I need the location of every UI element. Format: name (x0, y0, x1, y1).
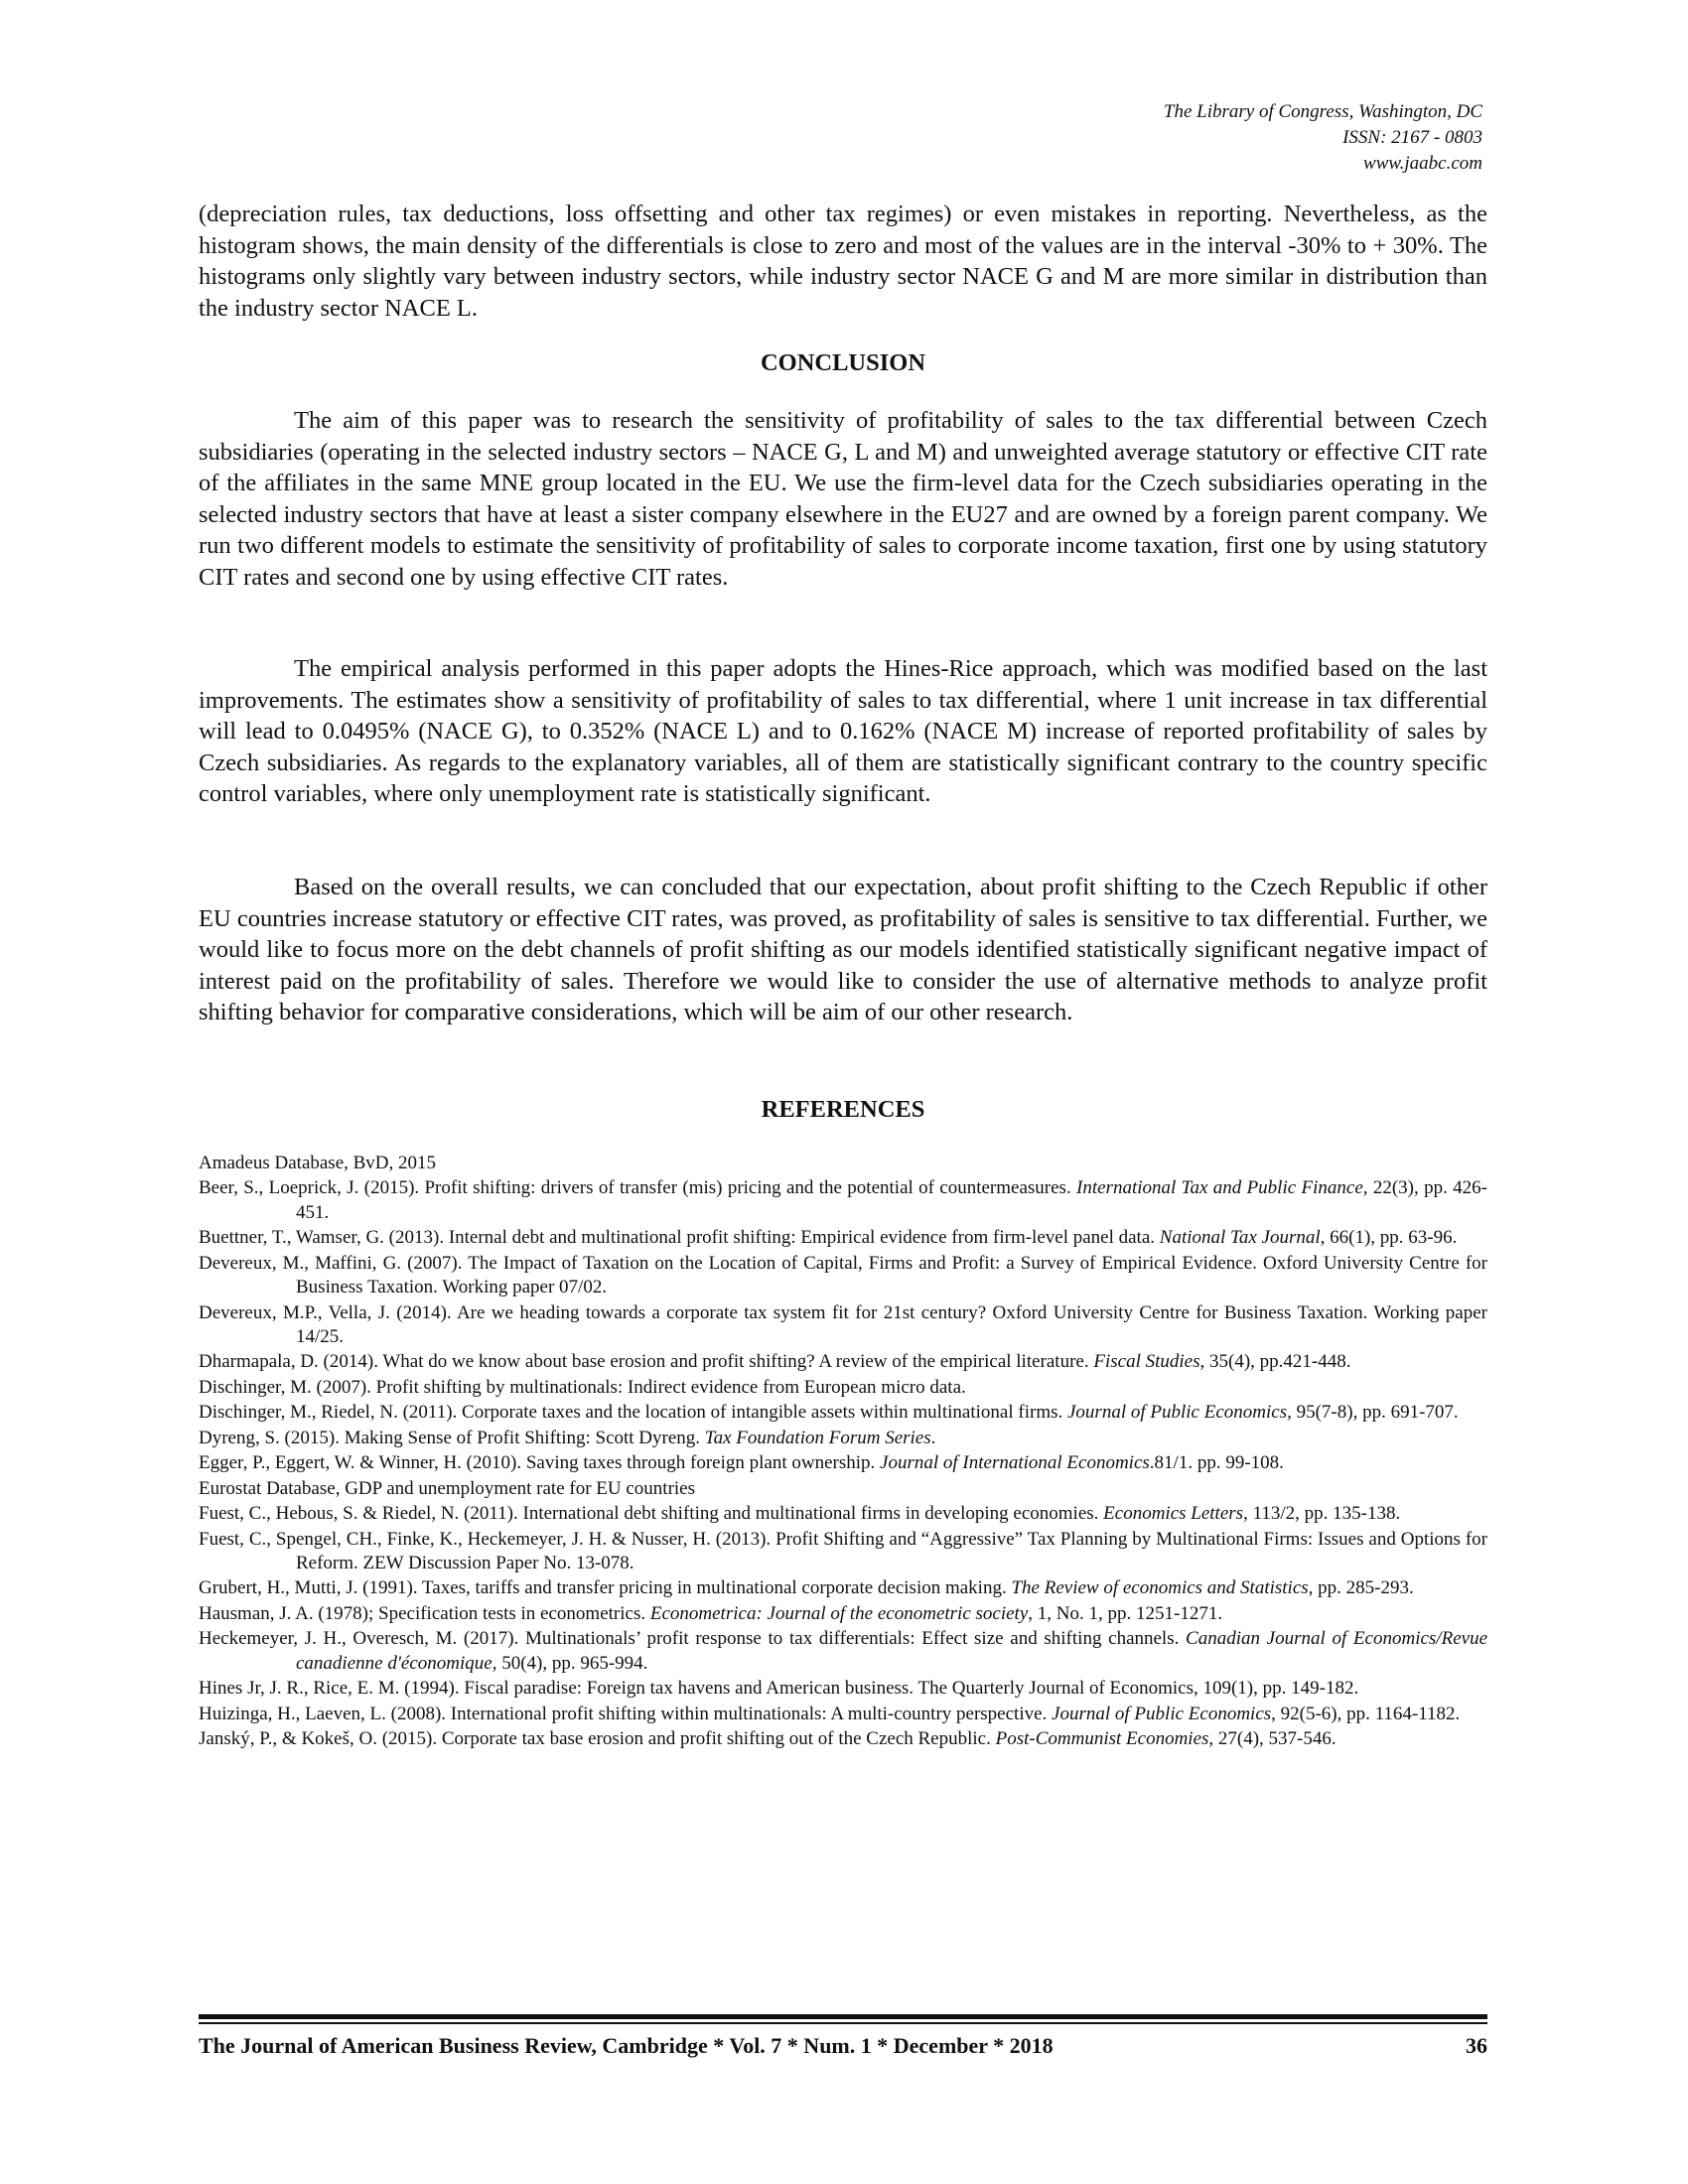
reference-list (199, 1152, 1487, 1753)
page-number: 36 (1466, 2033, 1487, 2058)
header-library: The Library of Congress, Washington, DC (1163, 101, 1482, 122)
reference-item: Buettner, T., Wamser, G. (2013). Internal debt and multinational profit shifting: Empirical evidence from firm-level panel data. National Tax Journal, 66(1), pp. 63-96. (199, 1227, 1458, 1249)
reference-item: Hines Jr, J. R., Rice, E. M. (1994). Fiscal paradise: Foreign tax havens and American business. The Quarterly Journal of Economics, 109(1), pp. 149-182. (199, 1678, 1359, 1700)
reference-item: Dharmapala, D. (2014). What do we know about base erosion and profit shifting? A review of the empirical literature. Fiscal Studies, 35(4), pp.421-448. (199, 1351, 1351, 1373)
reference-item: Hausman, J. A. (1978); Specification tests in econometrics. Econometrica: Journal of the econometric society, 1, No. 1, pp. 1251-1271. (199, 1602, 1223, 1624)
reference-item: Huizinga, H., Laeven, L. (2008). International profit shifting within multinationals: A multi-country perspective. Journal of Public Economics, 92(5-6), pp. 1164-1182. (199, 1703, 1461, 1724)
reference-item: Egger, P., Eggert, W. & Winner, H. (2010). Saving taxes through foreign plant ownership. Journal of International Economics.81/1. pp. 99-108. (199, 1452, 1284, 1474)
conclusion-heading: CONCLUSION (760, 349, 926, 376)
reference-item: Dischinger, M., Riedel, N. (2011). Corporate taxes and the location of intangible assets within multinational firms. Journal of Public Economics, 95(7-8), pp. 691-707. (199, 1402, 1459, 1424)
reference-item: Janský, P., & Kokeš, O. (2015). Corporate tax base erosion and profit shifting out of the Czech Republic. Post-Communist Economies, 27(4), 537-546. (199, 1728, 1336, 1750)
header-issn: ISSN: 2167 - 0803 (1342, 127, 1482, 148)
references-heading: REFERENCES (761, 1096, 925, 1123)
reference-item: Grubert, H., Mutti, J. (1991). Taxes, tariffs and transfer pricing in multinational corporate decision making. The Review of economics and Statistics, pp. 285-293. (199, 1577, 1414, 1599)
reference-item: Dischinger, M. (2007). Profit shifting by multinationals: Indirect evidence from European micro data. (199, 1376, 966, 1398)
reference-item: Dyreng, S. (2015). Making Sense of Profit Shifting: Scott Dyreng. Tax Foundation Forum Series. (199, 1427, 936, 1448)
conclusion-paragraph-3: Based on the overall results, we can concluded that our expectation, about profit shifting to the Czech Republic if other EU countries increase statutory or effective CIT rates, was proved, as profitability of sales is sensitive to tax differential. Further, we would like to focus more on the debt channels of profit shifting as our models identified statistically significant negative impact of interest paid on the profitability of sales. Therefore we would like to consider the use of alternative methods to analyze profit shifting behavior for comparative considerations, which will be aim of our other research. (199, 874, 1487, 1025)
reference-item: Devereux, M., Maffini, G. (2007). The Impact of Taxation on the Location of Capital, Firms and Profit: a Survey of Empirical Evidence. Oxford University Centre for Business Taxation. Working paper 07/02. (199, 1252, 1487, 1298)
reference-item: Amadeus Database, BvD, 2015 (199, 1153, 437, 1173)
footer-rule-thin (199, 2022, 1487, 2024)
footer-journal: The Journal of American Business Review, Cambridge * Vol. 7 * Num. 1 * December * 2018 (199, 2033, 1054, 2058)
running-header (1164, 99, 1482, 177)
reference-item: Beer, S., Loeprick, J. (2015). Profit shifting: drivers of transfer (mis) pricing and the potential of countermeasures. International Tax and Public Finance, 22(3), pp. 426-451. (199, 1177, 1487, 1223)
footer-rule-thick (199, 2014, 1487, 2019)
reference-item: Fuest, C., Spengel, CH., Finke, K., Heckemeyer, J. H. & Nusser, H. (2013). Profit Shifting and “Aggressive” Tax Planning by Multinational Firms: Issues and Options for Reform. ZEW Discussion Paper No. 13-078. (199, 1528, 1487, 1573)
conclusion-paragraph-1: The aim of this paper was to research the sensitivity of profitability of sales to the tax differential between Czech subsidiaries (operating in the selected industry sectors – NACE G, L and M) and unweighted average statutory or effective CIT rate of the affiliates in the same MNE group located in the EU. We use the firm-level data for the Czech subsidiaries operating in the selected industry sectors that have at least a sister company elsewhere in the EU27 and are owned by a foreign parent company. We run two different models to estimate the sensitivity of profitability of sales to corporate income taxation, first one by using statutory CIT rates and second one by using effective CIT rates. (199, 407, 1487, 591)
reference-item: Fuest, C., Hebous, S. & Riedel, N. (2011). International debt shifting and multinational firms in developing economies. Economics Letters, 113/2, pp. 135-138. (199, 1503, 1401, 1525)
header-website: www.jaabc.com (1363, 153, 1482, 174)
reference-item: Devereux, M.P., Vella, J. (2014). Are we heading towards a corporate tax system fit for 21st century? Oxford University Centre for Business Taxation. Working paper 14/25. (199, 1301, 1487, 1347)
reference-item: Heckemeyer, J. H., Overesch, M. (2017). Multinationals’ profit response to tax differentials: Effect size and shifting channels. Canadian Journal of Economics/Revue canadienne d'économique, 50(4), pp. 965-994. (199, 1628, 1487, 1674)
intro-paragraph: (depreciation rules, tax deductions, loss offsetting and other tax regimes) or even mistakes in reporting. Nevertheless, as the histogram shows, the main density of the differentials is close to zero and most of the values are in the interval -30% to + 30%. The histograms only slightly vary between industry sectors, while industry sector NACE G and M are more similar in distribution than the industry sector NACE L. (199, 201, 1487, 322)
reference-item: Eurostat Database, GDP and unemployment rate for EU countries (199, 1477, 696, 1499)
conclusion-paragraph-2: The empirical analysis performed in this paper adopts the Hines-Rice approach, which was modified based on the last improvements. The estimates show a sensitivity of profitability of sales to tax differential, where 1 unit increase in tax differential will lead to 0.0495% (NACE G), to 0.352% (NACE L) and to 0.162% (NACE M) increase of reported profitability of sales by Czech subsidiaries. As regards to the explanatory variables, all of them are statistically significant contrary to the country specific control variables, where only unemployment rate is statistically significant. (199, 655, 1487, 807)
